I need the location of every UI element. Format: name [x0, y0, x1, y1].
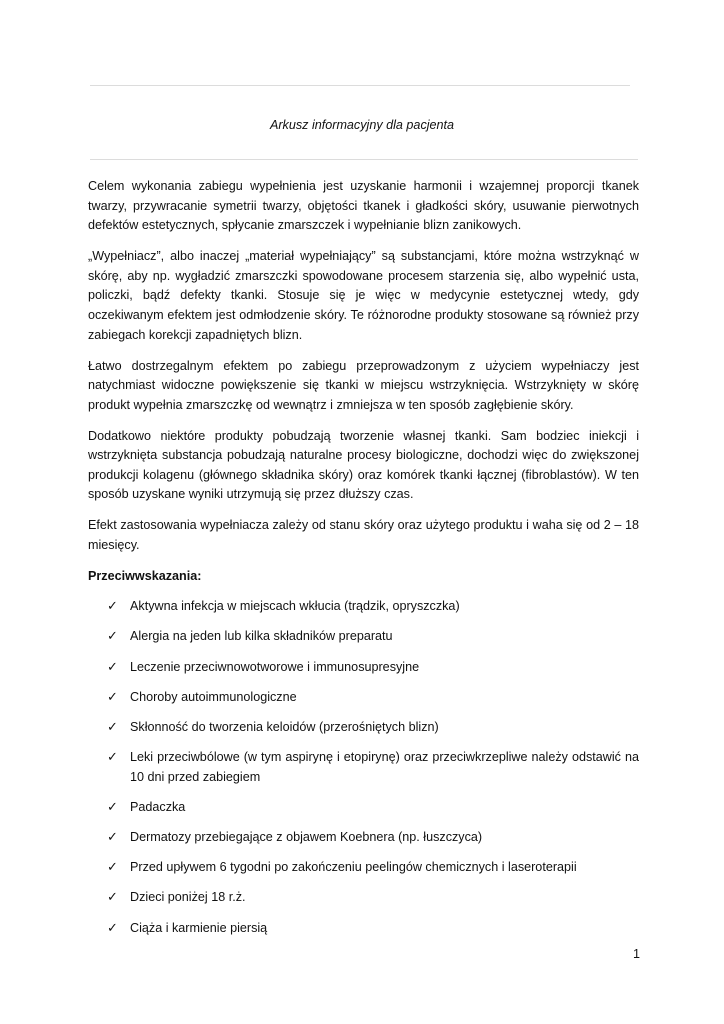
check-icon: ✓ [107, 659, 118, 675]
contraindications-heading: Przeciwwskazania: [88, 569, 202, 584]
check-icon: ✓ [107, 799, 118, 815]
check-icon: ✓ [107, 599, 118, 615]
check-icon: ✓ [107, 719, 118, 735]
paragraph-collagen: Dodatkowo niektóre produkty pobudzają tworzenie własnej tkanki. Sam bodziec iniekcji i wstrzyknięta substancja pobudzają naturalne procesy biologiczne, dochodzi więc do zwiększonej produkcji kolagenu (głównego składnika skóry) oraz komórek tkanki łącznej (fibroblastów). W ten sposób uzyskane wyniki utrzymują się przez dłuższy czas. [88, 428, 639, 502]
check-icon: ✓ [107, 830, 118, 846]
page-number: 1 [632, 947, 640, 961]
list-item-text: Aktywna infekcja w miejscach wkłucia (trądzik, opryszczka) [130, 599, 460, 614]
list-item [88, 688, 639, 708]
paragraph-effect: Łatwo dostrzegalnym efektem po zabiegu przeprowadzonym z użyciem wypełniaczy jest natychmiast widoczne powiększenie się tkanki w miejscu wstrzyknięcia. Wstrzyknięty w skórę produkt wypełnia zmarszczkę od wewnątrz i zmniejsza w ten sposób zagłębienie skóry. [88, 358, 639, 412]
list-item [88, 748, 639, 787]
check-icon: ✓ [107, 750, 118, 766]
check-icon: ✓ [107, 890, 118, 906]
list-item [88, 658, 639, 678]
list-item-text: Choroby autoimmunologiczne [130, 689, 297, 704]
list-item [88, 798, 639, 818]
list-item-text: Przed upływem 6 tygodni po zakończeniu peelingów chemicznych i laseroterapii [130, 860, 577, 875]
list-item [88, 718, 639, 738]
document-title: Arkusz informacyjny dla pacjenta [269, 118, 455, 132]
check-icon: ✓ [107, 860, 118, 876]
check-icon: ✓ [107, 629, 118, 645]
list-item-text: Skłonność do tworzenia keloidów (przerośniętych blizn) [130, 719, 439, 734]
title-divider [90, 159, 638, 160]
list-item-text: Dermatozy przebiegające z objawem Koebnera (np. łuszczyca) [130, 830, 483, 845]
list-item-text: Padaczka [130, 799, 186, 814]
contraindications-list [88, 597, 639, 938]
list-item-text: Leczenie przeciwnowotworowe i immunosupresyjne [130, 659, 420, 674]
paragraph-filler-definition: „Wypełniacz”, albo inaczej „materiał wypełniający” są substancjami, które można wstrzyknąć w skórę, aby np. wygładzić zmarszczki spowodowane procesem starzenia się, albo wypełnić usta, policzki, bądź defekty tkanki. Stosuje się je więc w medycynie estetycznej wtedy, gdy oczekiwanym efektem jest odmłodzenie skóry. Te różnorodne produkty stosowane są również przy zabiegach korekcji zapadniętych blizn. [88, 249, 639, 342]
list-item [88, 888, 639, 908]
list-item-text: Dzieci poniżej 18 r.ż. [130, 890, 246, 905]
list-item-text: Ciąża i karmienie piersią [130, 920, 268, 935]
list-item [88, 627, 639, 647]
check-icon: ✓ [107, 920, 118, 936]
list-item [88, 858, 639, 878]
check-icon: ✓ [107, 689, 118, 705]
document-body [88, 177, 639, 949]
paragraph-duration: Efekt zastosowania wypełniacza zależy od stanu skóry oraz użytego produktu i waha się od 2 – 18 miesięcy. [88, 518, 639, 553]
list-item [88, 828, 639, 848]
list-item-text: Alergia na jeden lub kilka składników preparatu [130, 629, 393, 644]
paragraph-purpose: Celem wykonania zabiegu wypełnienia jest uzyskanie harmonii i wzajemnej proporcji tkanek twarzy, przywracanie symetrii twarzy, objętości tkanek i gładkości skóry, usuwanie pierwotnych defektów estetycznych, spłycanie zmarszczek i wypełnianie blizn zanikowych. [88, 179, 639, 233]
header-divider [90, 85, 630, 86]
list-item [88, 597, 639, 617]
list-item [88, 919, 639, 939]
list-item-text: Leki przeciwbólowe (w tym aspirynę i etopirynę) oraz przeciwkrzepliwe należy odstawić na 10 dni przed zabiegiem [130, 750, 639, 784]
